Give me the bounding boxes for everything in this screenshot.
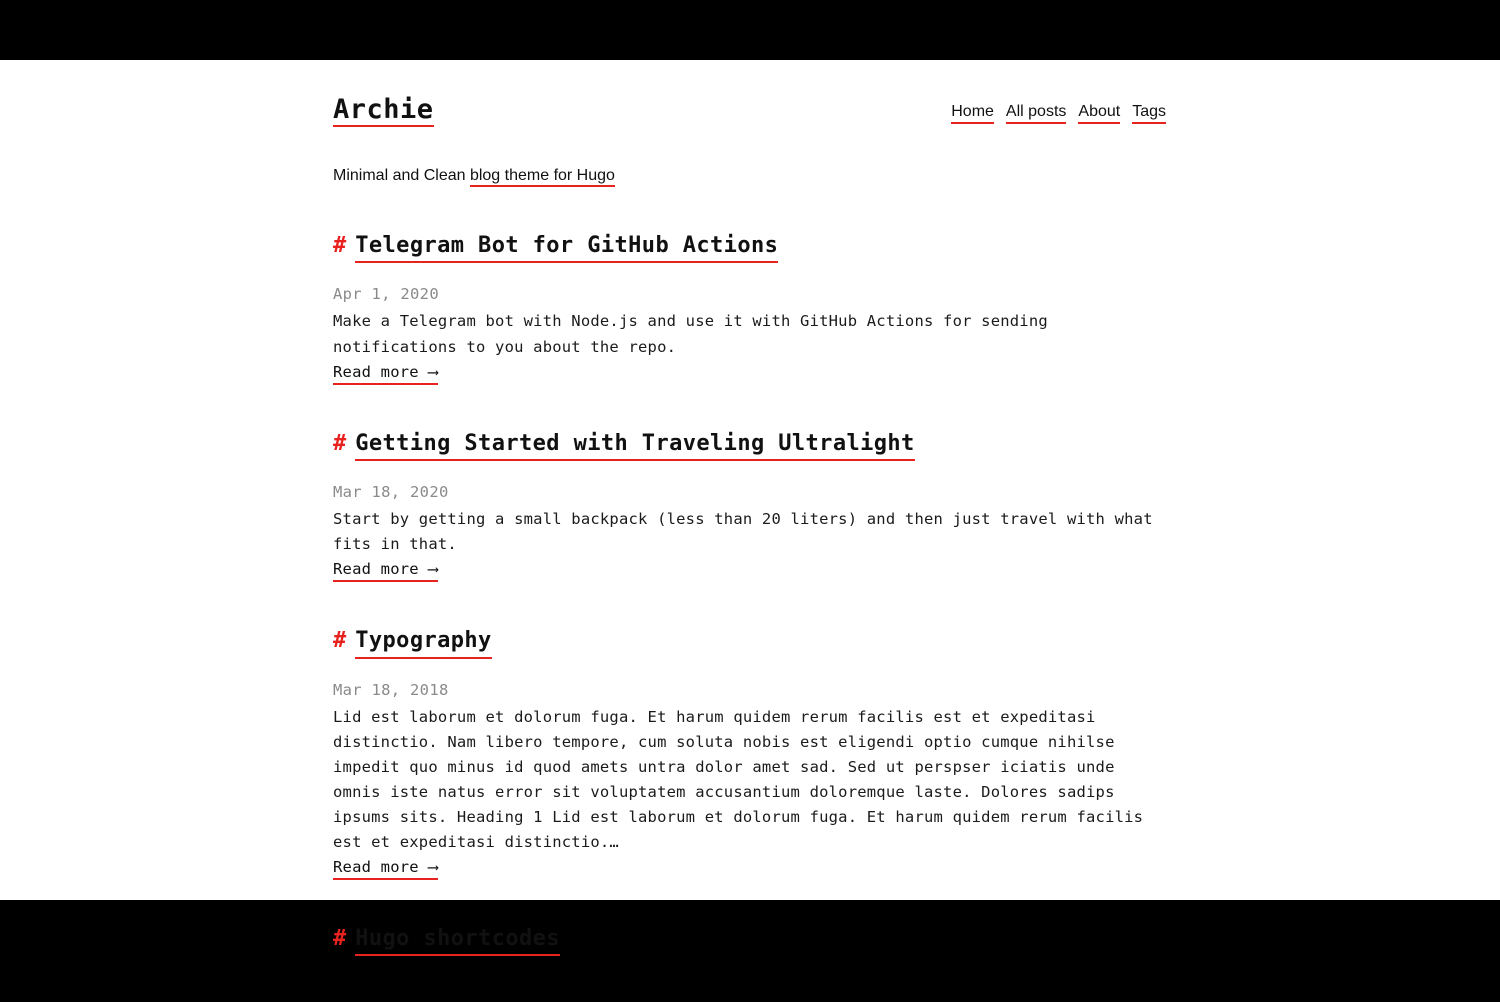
post-heading (333, 926, 1173, 956)
post-heading (333, 431, 1173, 461)
post-item (333, 926, 1173, 956)
site-title-link[interactable]: Archie (333, 94, 434, 125)
nav-item-tags[interactable]: Tags (1132, 103, 1166, 124)
hash-icon: # (333, 233, 347, 259)
post-item (333, 431, 1173, 583)
nav-item-home[interactable]: Home (951, 103, 994, 124)
post-title-link[interactable]: Typography (355, 628, 491, 658)
post-title-link[interactable]: Hugo shortcodes (355, 926, 560, 956)
content-column (333, 60, 1173, 1002)
post-date: Mar 18, 2018 (333, 680, 449, 699)
page-body (0, 60, 1500, 952)
hash-icon: # (333, 926, 347, 952)
read-more-link[interactable]: Read more ⟶ (333, 858, 438, 880)
post-heading (333, 233, 1173, 263)
main-nav (951, 103, 1166, 124)
post-heading (333, 628, 1173, 658)
post-summary: Make a Telegram bot with Node.js and use it with GitHub Actions for sending notifications to you about the repo. (333, 312, 1048, 356)
nav-item-about[interactable]: About (1078, 103, 1120, 124)
tagline-text: Minimal and Clean (333, 167, 470, 184)
post-title-link[interactable]: Getting Started with Traveling Ultralight (355, 431, 914, 461)
post-list (333, 233, 1173, 956)
read-more-link[interactable]: Read more ⟶ (333, 560, 438, 582)
post-date: Apr 1, 2020 (333, 285, 439, 304)
site-header (333, 60, 1173, 132)
nav-item-all-posts[interactable]: All posts (1006, 103, 1066, 124)
post-item (333, 233, 1173, 385)
post-summary: Lid est laborum et dolorum fuga. Et harum quidem rerum facilis est et expeditasi distinctio. Nam libero tempore, cum soluta nobis est eligendi optio cumque nihilse impedit quo minus id quod amets untra dolor amet sad. Sed ut perspser iciatis unde omnis iste natus error sit voluptatem accusantium doloremque laste. Dolores sadips ipsums sits. Heading 1 Lid est laborum et dolorum fuga. Et harum quidem rerum facilis est et expeditasi distinctio.… (333, 707, 1144, 852)
site-tagline (333, 166, 1173, 185)
post-title-link[interactable]: Telegram Bot for GitHub Actions (355, 233, 778, 263)
tagline-theme-link[interactable]: blog theme for Hugo (470, 167, 615, 187)
hash-icon: # (333, 628, 347, 654)
post-summary: Start by getting a small backpack (less than 20 liters) and then just travel with what fits in that. (333, 510, 1153, 554)
read-more-link[interactable]: Read more ⟶ (333, 363, 438, 385)
hash-icon: # (333, 430, 347, 456)
post-item (333, 628, 1173, 880)
post-date: Mar 18, 2020 (333, 483, 449, 501)
